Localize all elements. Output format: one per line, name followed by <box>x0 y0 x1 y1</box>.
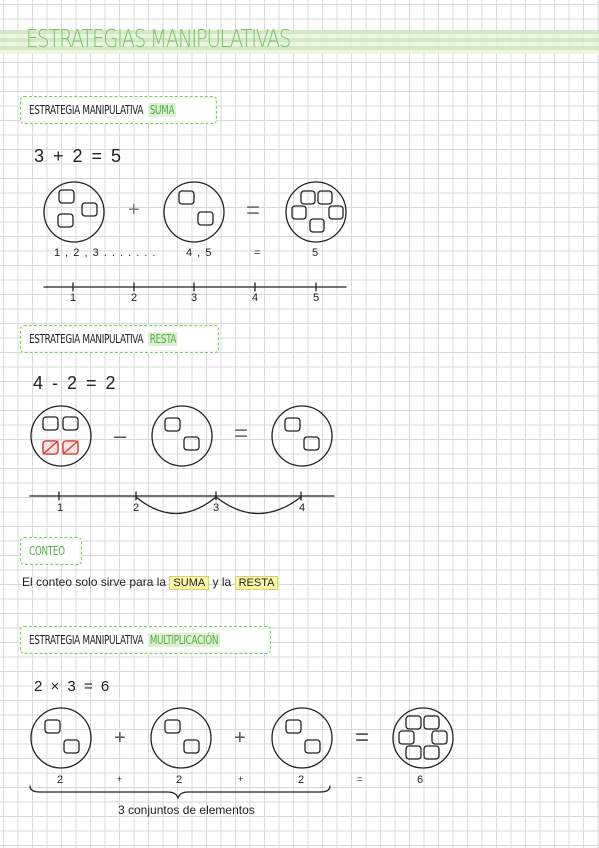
heading-highlight: SUMA <box>149 103 175 117</box>
element-square <box>286 720 301 733</box>
set-circle <box>31 708 91 768</box>
tick-label: 2 <box>131 292 138 304</box>
count-equals: = <box>254 247 261 259</box>
element-square <box>82 203 97 216</box>
element-square <box>198 212 213 225</box>
equation-multiplicacion: 2 × 3 = 6 <box>34 678 112 695</box>
plus-sign: + <box>114 727 128 749</box>
tick-label: 4 <box>252 292 259 304</box>
element-square <box>292 206 306 219</box>
element-square <box>184 740 199 753</box>
set-circle <box>31 406 91 466</box>
note-highlight-resta: RESTA <box>235 576 279 590</box>
set-circle <box>152 406 212 466</box>
element-square <box>304 437 319 450</box>
element-square <box>399 731 414 744</box>
tick-label: 5 <box>313 292 320 304</box>
element-square <box>58 214 73 227</box>
count-left: 1 , 2 , 3 . . . . . . . <box>54 247 157 259</box>
element-square <box>301 191 315 204</box>
page-title: ESTRATEGIAS MANIPULATIVAS <box>26 24 291 53</box>
count-label: 2 <box>57 774 64 786</box>
count-label: + <box>117 774 123 784</box>
brace-label: 3 conjuntos de elementos <box>118 803 255 817</box>
heading-highlight: RESTA <box>149 332 177 346</box>
set-circle <box>393 708 453 768</box>
count-right: 5 <box>312 247 319 259</box>
set-circle <box>272 406 332 466</box>
element-square <box>285 418 300 431</box>
note-text: El conteo solo sirve para la <box>22 575 167 589</box>
element-square <box>179 191 194 204</box>
heading-text: CONTEO <box>29 544 65 558</box>
tick-label: 3 <box>191 292 198 304</box>
set-circle <box>272 708 332 768</box>
equals-sign: = <box>234 420 251 447</box>
minus-sign: – <box>114 423 129 448</box>
plus-sign: + <box>128 199 142 221</box>
element-square <box>45 720 60 733</box>
group-brace <box>30 786 330 798</box>
note-text: y la <box>212 575 232 589</box>
tick-label: 2 <box>133 502 140 514</box>
heading-text: ESTRATEGIA MANIPULATIVA <box>29 103 144 117</box>
tick-label: 4 <box>299 502 306 514</box>
element-square <box>305 740 320 753</box>
set-circle <box>164 182 224 242</box>
element-square <box>59 190 74 203</box>
equation-resta: 4 - 2 = 2 <box>33 373 118 393</box>
element-square <box>424 746 439 759</box>
count-label: = <box>357 774 363 784</box>
element-square <box>64 740 79 753</box>
element-square <box>165 418 180 431</box>
heading-text: ESTRATEGIA MANIPULATIVA <box>29 633 144 647</box>
equals-sign: = <box>246 197 263 224</box>
element-square <box>432 731 447 744</box>
count-label: 2 <box>176 774 183 786</box>
note-highlight-suma: SUMA <box>169 576 209 590</box>
element-square <box>318 191 332 204</box>
heading-highlight: MULTIPLICACIÓN <box>149 633 219 647</box>
heading-text: ESTRATEGIA MANIPULATIVA <box>29 332 144 346</box>
count-label: + <box>238 774 244 784</box>
tick-label: 1 <box>57 502 64 514</box>
element-square <box>165 720 180 733</box>
element-square <box>310 219 324 232</box>
equation-suma: 3 + 2 = 5 <box>34 146 124 166</box>
element-square <box>329 206 343 219</box>
element-square <box>184 437 199 450</box>
tick-label: 3 <box>213 502 220 514</box>
jump-arc <box>136 497 216 514</box>
element-square <box>424 716 439 729</box>
set-circle <box>151 708 211 768</box>
plus-sign: + <box>234 727 248 749</box>
set-circle <box>286 182 346 242</box>
equals-sign: = <box>355 724 372 751</box>
element-square <box>43 417 58 430</box>
element-square <box>406 716 421 729</box>
count-label: 6 <box>417 774 424 786</box>
count-label: 2 <box>298 774 305 786</box>
jump-arc <box>216 497 301 514</box>
count-mid: 4 , 5 <box>186 247 213 259</box>
tick-label: 1 <box>70 292 77 304</box>
element-square <box>406 746 421 759</box>
element-square <box>63 417 78 430</box>
